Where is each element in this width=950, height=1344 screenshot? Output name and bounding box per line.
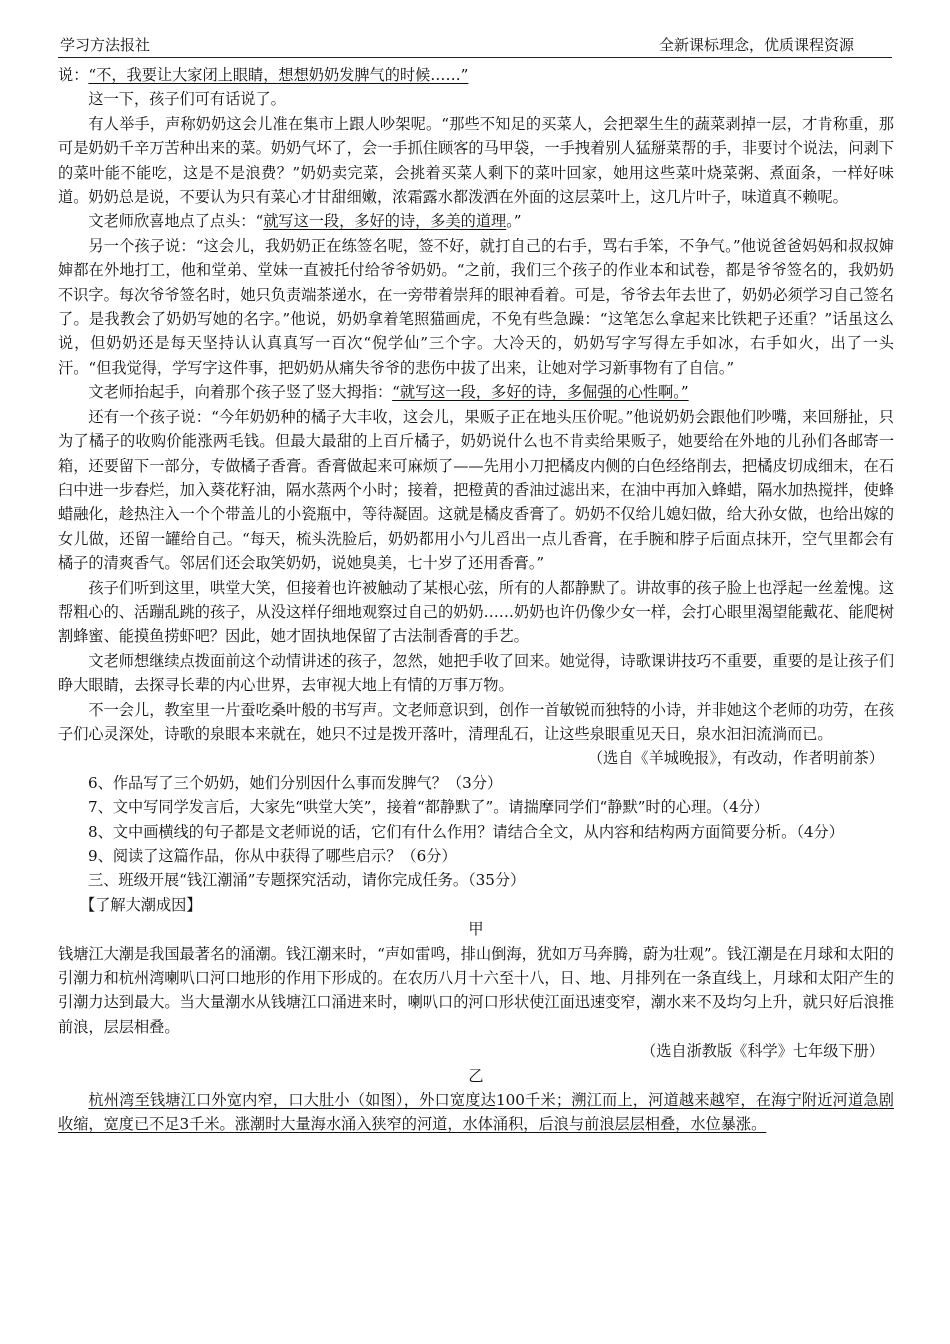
article-paragraph-4: 另一个孩子说：“这会儿，我奶奶正在练签名呢，签不好，就打自己的右手，骂右手笨，不争气。”他说爸爸妈妈和叔叔婶婶都在外地打工，他和堂弟、堂妹一直被托付给爷爷奶奶。“之前，我们三个孩子的作业本和试卷，都是爷爷签名的，我奶奶不识字。每次爷爷签名时，她只负责端茶递水，在一旁带着崇拜的眼神看着。可是，爷爷去年去世了，奶奶必须学习自己签名了。是我教会了奶奶写她的名字。”他说，奶奶拿着笔照猫画虎，不免有些急躁：“这笔怎么拿起来比铁耙子还重？”话虽这么说，但奶奶还是每天坚持认认真真写一百次“倪学仙”三个字。大冷天的，奶奶写字写得左手如冰，右手如火，出了一头汗。“但我觉得，学写字这件事，把奶奶从痛失爷爷的悲伤中拔了出来，让她对学习新事物有了自信。” xyxy=(58,236,894,377)
p3-suffix: 。” xyxy=(506,212,522,231)
material-jia-source: （选自浙教版《科学》七年级下册） xyxy=(641,1042,884,1061)
underlined-sentence-1: “不，我要让大家闭上眼睛，想想奶奶发脾气的时候……” xyxy=(88,66,469,84)
section3-title: 三、班级开展“钱江潮涌”专题探究活动，请你完成任务。（35分） xyxy=(88,871,526,890)
yi-rest: 涨潮时大量海水涌入狭窄的河道，水体涌积，后浪与前浪层层相叠，水位暴涨。 xyxy=(234,1115,767,1134)
page-header xyxy=(58,33,892,58)
article-paragraph-0 xyxy=(58,63,894,87)
question-9: 9、阅读了这篇作品，你从中获得了哪些启示？（6分） xyxy=(88,847,457,865)
p5-prefix: 文老师抬起手，向着那个孩子竖了竖大拇指： xyxy=(88,383,393,402)
article-paragraph-9: 不一会儿，教室里一片蚕吃桑叶般的书写声。文老师意识到，创作一首敏锐而独特的小诗，并非她这个老师的功劳，在孩子们心灵深处，诗歌的泉眼本来就在，她只不过是拨开落叶，清理乱石，让这些泉眼重见天日，泉水汩汩流淌而已。 xyxy=(58,700,894,743)
header-slogan: 全新课标理念，优质课程资源 xyxy=(658,36,854,54)
question-6: 6、作品写了三个奶奶，她们分别因什么事而发脾气？（3分） xyxy=(88,773,503,792)
material-yi-label: 乙 xyxy=(468,1066,484,1085)
yi-underlined: 杭州湾至钱塘江口外宽内窄，口大肚小（如图），外口宽度达100千米；溯江而上，河道越来越窄，在海宁附近河道急剧收缩，宽度已不足3千米。 xyxy=(58,1091,894,1134)
underlined-sentence-3: “就写这一段，多好的诗，多倔强的心性啊。” xyxy=(392,383,689,402)
article-paragraph-3 xyxy=(58,209,894,233)
question-7: 7、文中写同学发言后，大家先“哄堂大笑”，接着“都静默了”。请揣摩同学们“静默”时的心理。（4分） xyxy=(88,798,769,817)
article-paragraph-1: 这一下，孩子们可有话说了。 xyxy=(88,90,286,109)
material-jia-text: 钱塘江大潮是我国最著名的涌潮。钱江潮来时，“声如雷鸣，排山倒海，犹如万马奔腾，蔚为壮观”。钱江潮是在月球和太阳的引潮力和杭州湾喇叭口河口地形的作用下形成的。在农历八月十六至十八，日、地、月排列在一条直线上，月球和太阳产生的引潮力达到最大。当大量潮水从钱塘江口涌进来时，喇叭口的河口形状使江面迅速变窄，潮水来不及均匀上升，就只好后浪推前浪，层层相叠。 xyxy=(58,944,894,1036)
p3-prefix: 文老师欣喜地点了点头：“ xyxy=(88,212,264,231)
material-jia-label: 甲 xyxy=(468,920,484,939)
article-paragraph-6: 还有一个孩子说：“今年奶奶种的橘子大丰收，这会儿，果贩子正在地头压价呢。”他说奶奶会跟他们吵嘴，来回掰扯，只为了橘子的收购价能涨两毛钱。但最大最甜的上百斤橘子，奶奶说什么也不肯卖给果贩子，她要给在外地的儿孙们各邮寄一箱，还要留下一部分，专做橘子香膏。香膏做起来可麻烦了——先用小刀把橘皮内侧的白色经络削去，把橘皮切成细末，在石臼中进一步舂烂，加入葵花籽油，隔水蒸两个小时；接着，把橙黄的香油过滤出来，在油中再加入蜂蜡，隔水加热搅拌，使蜂蜡融化，趁热注入一个个带盖儿的小瓷瓶中，等待凝固。这就是橘皮香膏了。奶奶不仅给儿媳妇做，给大孙女做，也给出嫁的女儿做，还留一罐给自己。“每天，梳头洗脸后，奶奶都用小勺儿舀出一点儿香膏，在手腕和脖子后面点抹开，空气里都会有橘子的清爽香气。邻居们还会取笑奶奶，说她臭美，七十岁了还用香膏。” xyxy=(58,407,894,573)
header-publisher: 学习方法报社 xyxy=(60,36,151,54)
p0-prefix: 说： xyxy=(58,66,89,84)
article-paragraph-5 xyxy=(58,380,894,404)
question-8: 8、文中画横线的句子都是文老师说的话，它们有什么作用？请结合全文，从内容和结构两方面简要分析。（4分） xyxy=(88,822,844,841)
page-content xyxy=(58,63,894,1137)
task-heading: 【了解大潮成因】 xyxy=(80,895,202,914)
article-paragraph-2: 有人举手，声称奶奶这会儿准在集市上跟人吵架呢。“那些不知足的买菜人，会把翠生生的蔬菜剥掉一层，才肯称重，那可是奶奶千辛万苦种出来的菜。奶奶气坏了，会一手抓住顾客的马甲袋，一手拽着别人猛掰菜帮的手，非要讨个说法，问剥下的菜叶能不能吃，这是不是浪费？”奶奶卖完菜，会挑着买菜人剩下的菜叶回家，她用这些菜叶烧菜粥、煮面条，一样好味道。奶奶总是说，不要认为只有菜心才甘甜细嫩，浓霜露水都泼洒在外面的这层菜叶上，这几片叶子，味道真不赖呢。 xyxy=(58,114,894,207)
article-paragraph-8: 文老师想继续点拨面前这个动情讲述的孩子，忽然，她把手收了回来。她觉得，诗歌课讲技巧不重要，重要的是让孩子们睁大眼睛，去探寻长辈的内心世界，去审视大地上有情的万事万物。 xyxy=(58,651,894,695)
article-source: （选自《羊城晚报》，有改动，作者明前茶） xyxy=(587,749,884,768)
material-yi-text xyxy=(58,1088,894,1137)
underlined-sentence-2: 就写这一段，多好的诗，多美的道理 xyxy=(263,212,507,231)
article-paragraph-7: 孩子们听到这里，哄堂大笑，但接着也许被触动了某根心弦，所有的人都静默了。讲故事的孩子脸上也浮起一丝羞愧。这帮粗心的、活蹦乱跳的孩子，从没这样仔细地观察过自己的奶奶……奶奶也许仍像少女一样，会打心眼里渴望能戴花、能爬树割蜂蜜、能摸鱼捞虾吧？因此，她才固执地保留了古法制香膏的手艺。 xyxy=(58,578,894,646)
